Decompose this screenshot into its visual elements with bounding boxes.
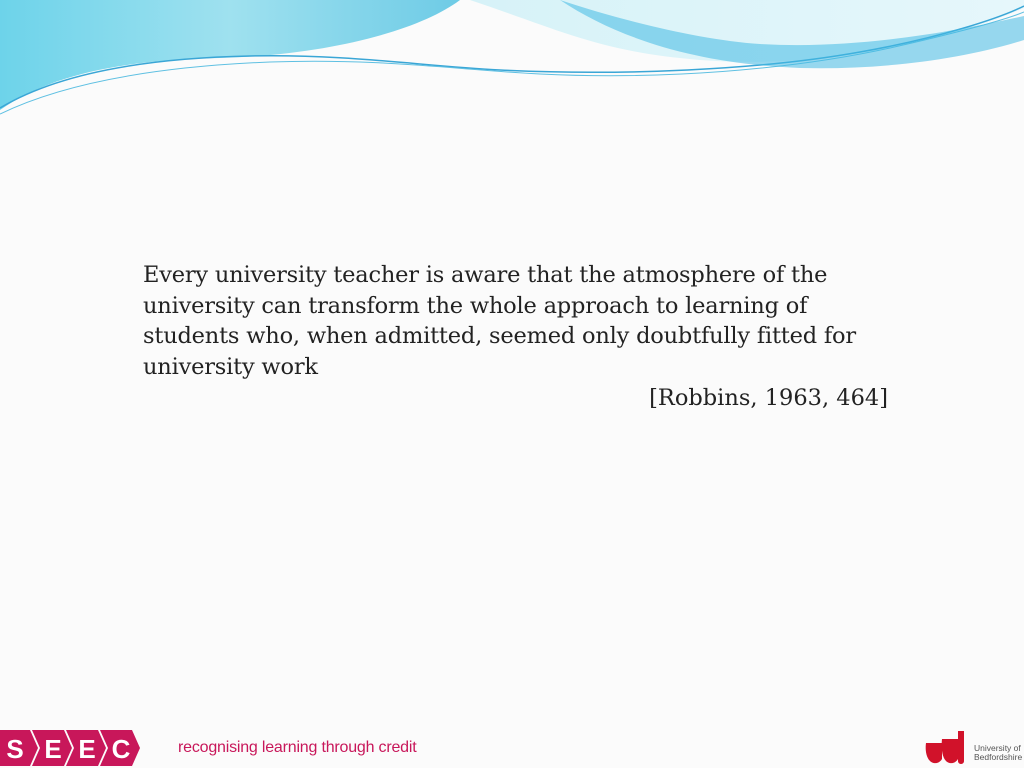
header-wave-decoration [0,0,1024,130]
svg-text:S: S [6,734,24,764]
svg-text:C: C [111,734,131,764]
seec-logo [0,728,140,768]
seec-tagline: recognising learning through credit [178,739,417,756]
svg-text:E: E [78,734,96,764]
university-logo [920,725,1024,768]
quote-citation: [Robbins, 1963, 464] [649,385,888,411]
svg-text:E: E [44,734,62,764]
quote-text: Every university teacher is aware that the atmosphere of the university can transform the whole approach to learning of students who, when admitted, seemed only doubtfully fitted for university work [143,262,856,380]
university-name: University of Bedfordshire [974,743,1023,762]
university-crest-icon [920,725,976,768]
